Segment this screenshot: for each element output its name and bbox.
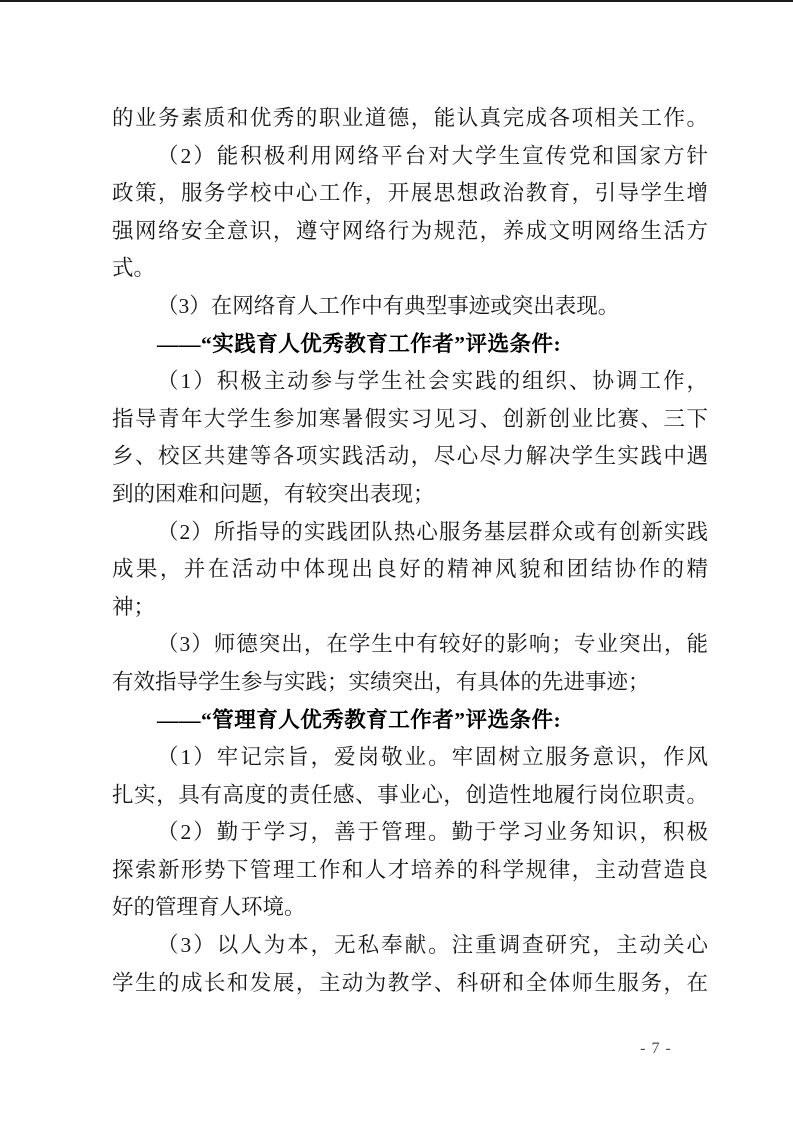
text-line: 乡、校区共建等各项实践活动，尽心尽力解决学生实践中遇: [112, 444, 708, 469]
text-line: 有效指导学生参与实践；实绩突出，有具体的先进事迹；: [112, 669, 650, 694]
paragraph: [112, 927, 708, 1002]
text-line: 探索新形势下管理工作和人才培养的科学规律，主动营造良: [112, 857, 708, 882]
text-line: （2）勤于学习，善于管理。勤于学习业务知识，积极: [157, 820, 708, 845]
paragraph: [112, 514, 708, 627]
text-line: （2）能积极利用网络平台对大学生宣传党和国家方针: [157, 143, 708, 168]
text-line: （1）积极主动参与学生社会实践的组织、协调工作，: [157, 369, 708, 394]
heading-line: ——“实践育人优秀教育工作者”评选条件:: [157, 331, 562, 356]
paragraph: [112, 363, 708, 513]
text-line: （3）师德突出，在学生中有较好的影响；专业突出，能: [157, 632, 708, 657]
text-line: （3）在网络育人工作中有典型事迹或突出表现。: [157, 293, 620, 318]
text-line: 到的困难和问题，有较突出表现；: [112, 481, 435, 506]
text-line: 学生的成长和发展，主动为教学、科研和全体师生服务，在: [112, 970, 708, 995]
text-line: 成果，并在活动中体现出良好的精神风貌和团结协作的精: [112, 557, 708, 582]
text-line: 式。: [112, 256, 156, 281]
text-line: 指导青年大学生参加寒暑假实习见习、创新创业比赛、三下: [112, 406, 708, 431]
section-heading: [112, 326, 708, 364]
text-line: （3）以人为本，无私奉献。注重调查研究，主动关心: [157, 933, 708, 958]
paragraph: [112, 100, 708, 138]
paragraph: [112, 288, 708, 326]
scan-edge-artifact: [0, 0, 793, 2]
text-block: [112, 100, 708, 1002]
paragraph: [112, 626, 708, 701]
paragraph: [112, 739, 708, 814]
text-line: 好的管理育人环境。: [112, 895, 306, 920]
page-number: - 7 -: [640, 1040, 672, 1057]
paragraph: [112, 138, 708, 288]
heading-line: ——“管理育人优秀教育工作者”评选条件:: [157, 707, 562, 732]
text-line: 神；: [112, 594, 156, 619]
text-line: 政策，服务学校中心工作，开展思想政治教育，引导学生增: [112, 181, 708, 206]
text-line: 扎实，具有高度的责任感、事业心，创造性地履行岗位职责。: [112, 782, 708, 807]
text-line: （2）所指导的实践团队热心服务基层群众或有创新实践: [157, 519, 708, 544]
paragraph: [112, 814, 708, 927]
section-heading: [112, 702, 708, 740]
text-line: 强网络安全意识，遵守网络行为规范，养成文明网络生活方: [112, 218, 708, 243]
text-line: （1）牢记宗旨，爱岗敬业。牢固树立服务意识，作风: [157, 745, 708, 770]
text-line: 的业务素质和优秀的职业道德，能认真完成各项相关工作。: [112, 106, 708, 130]
